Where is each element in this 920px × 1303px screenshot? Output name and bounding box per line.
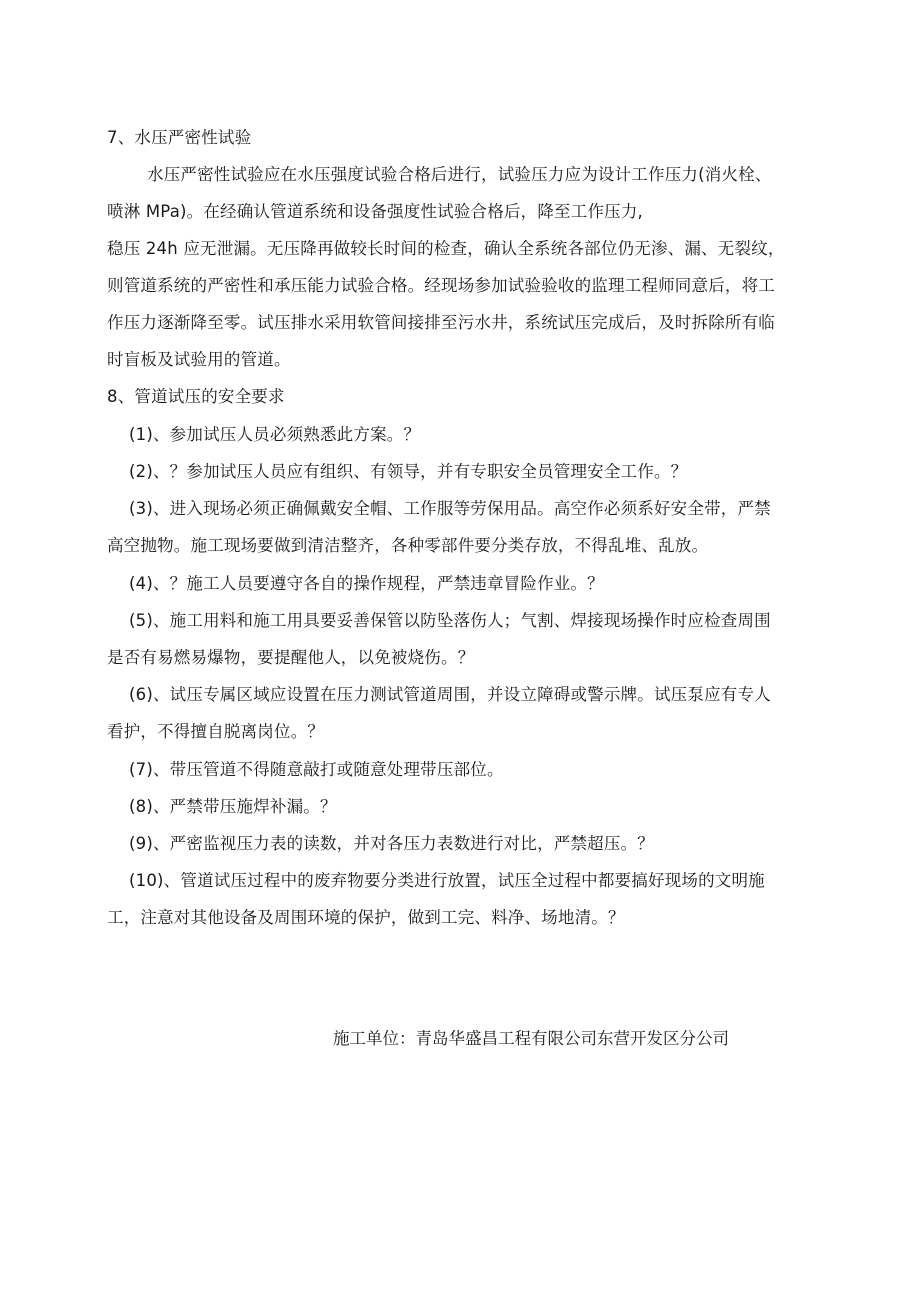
paragraph-line: 作压力逐渐降至零。试压排水采用软管间接排至污水井，系统试压完成后，及时拆除所有临 — [107, 313, 775, 332]
list-item: (6)、试压专属区域应设置在压力测试管道周围，并设立障碍或警示牌。试压泵应有专人 — [129, 685, 771, 704]
list-item: (9)、严密监视压力表的读数，并对各压力表数进行对比，严禁超压。？ — [129, 834, 654, 853]
list-item: (5)、施工用料和施工用具要妥善保管以防坠落伤人；气割、焊接现场操作时应检查周围 — [129, 611, 771, 630]
section-8-heading: 8、管道试压的安全要求 — [107, 387, 285, 406]
list-item: (8)、严禁带压施焊补漏。？ — [129, 797, 337, 816]
list-item: (7)、带压管道不得随意敲打或随意处理带压部位。 — [129, 760, 504, 779]
list-item: (1)、参加试压人员必须熟悉此方案。？ — [129, 425, 421, 444]
list-item: (10)、管道试压过程中的废弃物要分类进行放置，试压全过程中都要搞好现场的文明施 — [129, 871, 765, 890]
paragraph-line: 时盲板及试验用的管道。 — [107, 350, 291, 369]
signature-line: 施工单位：青岛华盛昌工程有限公司东营开发区分公司 — [333, 1029, 729, 1048]
list-item: (2)、？参加试压人员应有组织、有领导，并有专职安全员管理安全工作。？ — [129, 462, 688, 481]
list-item-continuation: 看护，不得擅自脱离岗位。？ — [107, 722, 325, 741]
paragraph-line: 则管道系统的严密性和承压能力试验合格。经现场参加试验验收的监理工程师同意后，将工 — [107, 276, 775, 295]
list-item: (3)、进入现场必须正确佩戴安全帽、工作服等劳保用品。高空作必须系好安全带，严禁 — [129, 499, 771, 518]
list-item-continuation: 高空抛物。施工现场要做到清洁整齐，各种零部件要分类存放，不得乱堆、乱放。 — [107, 536, 709, 555]
list-item: (4)、？施工人员要遵守各自的操作规程，严禁违章冒险作业。？ — [129, 574, 604, 593]
section-7-heading: 7、水压严密性试验 — [107, 128, 252, 147]
list-item-continuation: 是否有易燃易爆物，要提醒他人，以免被烧伤。？ — [107, 648, 475, 667]
paragraph-line: 稳压 24h 应无泄漏。无压降再做较长时间的检查，确认全系统各部位仍无渗、漏、无裂纹， — [107, 239, 785, 258]
paragraph-line: 喷淋 MPa)。在经确认管道系统和设备强度性试验合格后，降至工作压力, — [107, 202, 643, 221]
paragraph-line: 水压严密性试验应在水压强度试验合格后进行，试验压力应为设计工作压力(消火栓、 — [147, 165, 772, 184]
list-item-continuation: 工，注意对其他设备及周围环境的保护，做到工完、料净、场地清。？ — [107, 908, 625, 927]
